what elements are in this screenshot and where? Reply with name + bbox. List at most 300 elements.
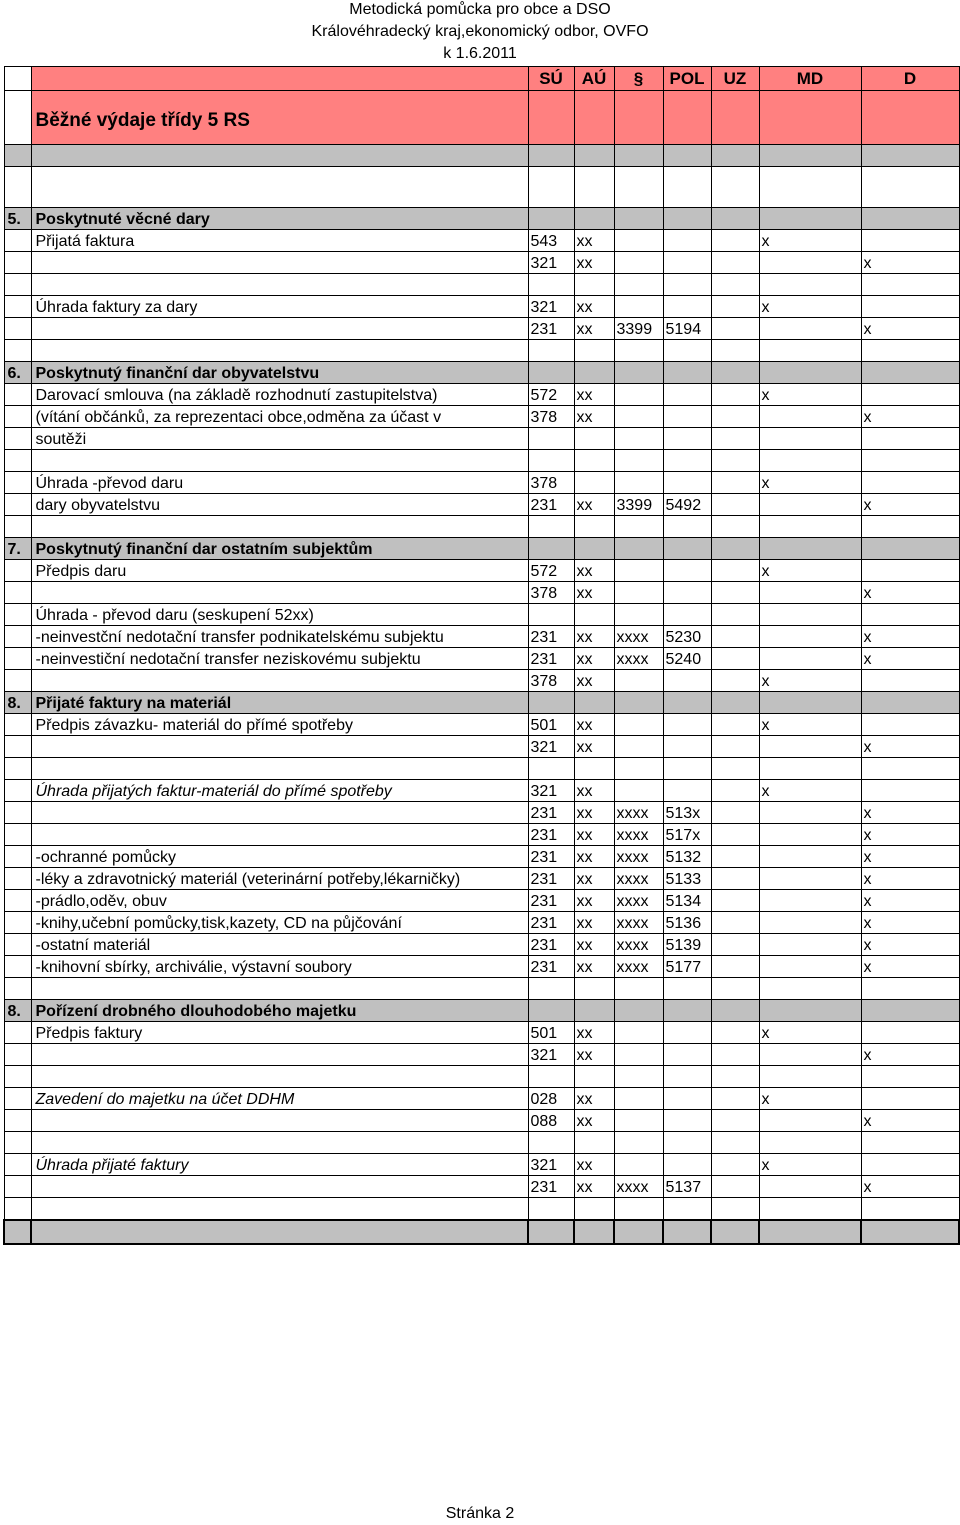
uz-cell [711,406,759,428]
au-cell [574,1066,614,1088]
paragraph-cell [614,780,663,802]
su-cell: 572 [528,560,574,582]
au-cell: xx [574,956,614,978]
uz-cell [711,1110,759,1132]
paragraph-cell [614,1132,663,1154]
au-cell [574,340,614,362]
au-cell: xx [574,560,614,582]
section-row [4,208,959,230]
su-cell: 088 [528,1110,574,1132]
table-row [4,230,959,252]
au-cell [574,604,614,626]
row-number [4,626,31,648]
pol-cell: 5132 [663,846,711,868]
su-cell [528,1000,574,1022]
md-cell: x [759,560,861,582]
md-cell [759,978,861,1000]
uz-cell [711,340,759,362]
pol-cell: 5177 [663,956,711,978]
au-cell: xx [574,890,614,912]
md-cell [759,538,861,560]
pol-cell [663,230,711,252]
row-description [31,252,528,274]
row-number: 6. [4,362,31,384]
md-cell [759,1000,861,1022]
su-cell: 231 [528,934,574,956]
row-number [4,846,31,868]
row-description: Předpis daru [31,560,528,582]
d-cell: x [861,406,959,428]
col-md-header: MD [759,67,861,91]
row-description: -neinvestiční nedotační transfer neziskovému subjektu [31,648,528,670]
uz-cell [711,868,759,890]
header-line-2: Královéhradecký kraj,ekonomický odbor, OVFO [311,23,649,40]
au-cell [574,692,614,714]
uz-cell [711,208,759,230]
su-cell: 321 [528,252,574,274]
d-cell [861,340,959,362]
su-cell: 231 [528,1176,574,1198]
pol-cell [663,692,711,714]
table-row [4,890,959,912]
row-description: -ochranné pomůcky [31,846,528,868]
paragraph-cell [614,714,663,736]
su-cell: 378 [528,582,574,604]
pol-cell: 5240 [663,648,711,670]
uz-cell [711,604,759,626]
table-row [4,648,959,670]
md-cell [759,406,861,428]
au-cell: xx [574,736,614,758]
row-description: -prádlo,oděv, obuv [31,890,528,912]
row-number [4,956,31,978]
su-cell: 231 [528,956,574,978]
col-paragraph-header: § [614,67,663,91]
su-cell: 321 [528,1154,574,1176]
d-cell: x [861,890,959,912]
d-cell: x [861,626,959,648]
table-row [4,956,959,978]
md-cell [759,1066,861,1088]
d-cell [861,208,959,230]
table-title: Běžné výdaje třídy 5 RS [31,91,528,145]
paragraph-cell [614,1022,663,1044]
su-cell [528,516,574,538]
pol-cell [663,758,711,780]
table-row [4,1110,959,1132]
paragraph-cell [614,736,663,758]
d-cell: x [861,494,959,516]
paragraph-cell: xxxx [614,648,663,670]
col-au-header: AÚ [574,67,614,91]
uz-cell [711,1000,759,1022]
pol-cell [663,274,711,296]
row-description [31,736,528,758]
row-number [4,736,31,758]
row-description: Poskytnutý finanční dar ostatním subjektům [31,538,528,560]
uz-cell [711,802,759,824]
uz-cell [711,296,759,318]
au-cell: xx [574,1022,614,1044]
row-description [31,340,528,362]
md-cell [759,1176,861,1198]
spacer-row [4,145,959,167]
au-cell: xx [574,582,614,604]
table-row [4,582,959,604]
row-description [31,1176,528,1198]
row-description: Poskytnutý finanční dar obyvatelstvu [31,362,528,384]
md-cell [759,1044,861,1066]
paragraph-cell [614,472,663,494]
table-row [4,384,959,406]
table-row [4,494,959,516]
row-number [4,428,31,450]
paragraph-cell: xxxx [614,956,663,978]
md-cell [759,1110,861,1132]
row-description [31,274,528,296]
su-cell: 231 [528,824,574,846]
su-cell [528,1132,574,1154]
table-row [4,824,959,846]
paragraph-cell [614,340,663,362]
pol-cell [663,1000,711,1022]
table-row [4,1066,959,1088]
md-cell [759,890,861,912]
section-row [4,1000,959,1022]
d-cell: x [861,802,959,824]
au-cell: xx [574,846,614,868]
d-cell: x [861,1044,959,1066]
su-cell: 231 [528,846,574,868]
row-number [4,318,31,340]
d-cell [861,1154,959,1176]
table-row [4,1132,959,1154]
uz-cell [711,934,759,956]
su-cell: 231 [528,802,574,824]
su-cell [528,978,574,1000]
su-cell [528,758,574,780]
uz-cell [711,648,759,670]
au-cell [574,538,614,560]
au-cell: xx [574,648,614,670]
row-description [31,582,528,604]
d-cell [861,428,959,450]
d-cell [861,714,959,736]
paragraph-cell [614,450,663,472]
su-cell: 231 [528,648,574,670]
d-cell [861,604,959,626]
md-cell [759,340,861,362]
md-cell [759,428,861,450]
au-cell [574,516,614,538]
paragraph-cell [614,208,663,230]
uz-cell [711,692,759,714]
table-row [4,912,959,934]
table-row [4,978,959,1000]
section-row [4,692,959,714]
md-cell [759,516,861,538]
paragraph-cell [614,428,663,450]
su-cell [528,1066,574,1088]
row-number [4,714,31,736]
row-number [4,648,31,670]
md-cell: x [759,384,861,406]
d-cell [861,758,959,780]
md-cell [759,868,861,890]
pol-cell [663,252,711,274]
su-cell [528,692,574,714]
pol-cell: 5133 [663,868,711,890]
row-description [31,1132,528,1154]
pol-cell [663,780,711,802]
d-cell: x [861,582,959,604]
d-cell [861,450,959,472]
au-cell [574,208,614,230]
md-cell [759,274,861,296]
md-cell [759,1198,861,1221]
uz-cell [711,516,759,538]
pol-cell: 517x [663,824,711,846]
au-cell: xx [574,296,614,318]
uz-cell [711,956,759,978]
table-row [4,340,959,362]
row-number [4,758,31,780]
uz-cell [711,230,759,252]
spacer-row [4,167,959,208]
uz-cell [711,736,759,758]
uz-cell [711,538,759,560]
uz-cell [711,1044,759,1066]
su-cell [528,450,574,472]
au-cell: xx [574,670,614,692]
su-cell: 231 [528,868,574,890]
table-row [4,1154,959,1176]
row-description: Pořízení drobného dlouhodobého majetku [31,1000,528,1022]
au-cell: xx [574,318,614,340]
uz-cell [711,670,759,692]
md-cell: x [759,1022,861,1044]
d-cell [861,296,959,318]
d-cell [861,538,959,560]
pol-cell [663,978,711,1000]
paragraph-cell [614,252,663,274]
row-number [4,1066,31,1088]
accounting-table [3,66,960,1245]
row-description [31,670,528,692]
md-cell [759,604,861,626]
md-cell [759,208,861,230]
row-number [4,582,31,604]
au-cell: xx [574,912,614,934]
uz-cell [711,780,759,802]
paragraph-cell [614,604,663,626]
d-cell: x [861,1176,959,1198]
row-number: 7. [4,538,31,560]
table-row [4,450,959,472]
table-row [4,868,959,890]
paragraph-cell [614,1110,663,1132]
section-row [4,538,959,560]
title-row [4,91,959,145]
row-description: -knihovní sbírky, archiválie, výstavní soubory [31,956,528,978]
row-number [4,296,31,318]
pol-cell [663,362,711,384]
uz-cell [711,494,759,516]
paragraph-cell [614,406,663,428]
row-number [4,1110,31,1132]
row-description: -knihy,učební pomůcky,tisk,kazety, CD na půjčování [31,912,528,934]
pol-cell [663,1088,711,1110]
pol-cell: 513x [663,802,711,824]
row-number [4,978,31,1000]
au-cell [574,450,614,472]
md-cell [759,934,861,956]
paragraph-cell [614,230,663,252]
pol-cell [663,1132,711,1154]
md-cell [759,626,861,648]
pol-cell [663,1198,711,1221]
paragraph-cell [614,1044,663,1066]
uz-cell [711,1088,759,1110]
md-cell [759,956,861,978]
d-cell [861,1088,959,1110]
uz-cell [711,318,759,340]
su-cell: 231 [528,494,574,516]
paragraph-cell [614,1000,663,1022]
table-row [4,758,959,780]
md-cell: x [759,714,861,736]
uz-cell [711,384,759,406]
table-row [4,1044,959,1066]
row-number [4,604,31,626]
paragraph-cell [614,1198,663,1221]
md-cell [759,582,861,604]
row-description: Poskytnuté věcné dary [31,208,528,230]
row-number: 5. [4,208,31,230]
row-description: Úhrada přijatých faktur-materiál do přímé spotřeby [31,780,528,802]
row-description: Přijatá faktura [31,230,528,252]
table-row [4,1022,959,1044]
au-cell: xx [574,1044,614,1066]
header-line-3: k 1.6.2011 [443,45,517,62]
d-cell [861,560,959,582]
d-cell: x [861,318,959,340]
pol-cell: 5137 [663,1176,711,1198]
au-cell [574,1198,614,1221]
au-cell [574,472,614,494]
d-cell [861,1066,959,1088]
su-cell: 321 [528,1044,574,1066]
paragraph-cell [614,538,663,560]
paragraph-cell: xxxx [614,934,663,956]
row-description [31,1110,528,1132]
md-cell [759,846,861,868]
table-row [4,714,959,736]
paragraph-cell: xxxx [614,890,663,912]
md-cell [759,450,861,472]
au-cell: xx [574,252,614,274]
su-cell: 231 [528,626,574,648]
pol-cell [663,296,711,318]
paragraph-cell [614,1088,663,1110]
paragraph-cell [614,582,663,604]
pol-cell [663,714,711,736]
row-number [4,472,31,494]
md-cell [759,494,861,516]
paragraph-cell [614,296,663,318]
su-cell: 378 [528,406,574,428]
row-description [31,824,528,846]
su-cell: 378 [528,472,574,494]
row-number [4,780,31,802]
row-number [4,1132,31,1154]
table-row [4,780,959,802]
row-number [4,1154,31,1176]
row-description: (vítání občánků, za reprezentaci obce,odměna za účast v [31,406,528,428]
table-row [4,318,959,340]
d-cell [861,516,959,538]
su-cell [528,274,574,296]
paragraph-cell: xxxx [614,912,663,934]
row-description: -neinvestční nedotační transfer podnikatelskému subjektu [31,626,528,648]
row-description [31,802,528,824]
pol-cell [663,538,711,560]
row-description: Úhrada -převod daru [31,472,528,494]
row-description: -ostatní materiál [31,934,528,956]
au-cell [574,428,614,450]
au-cell: xx [574,1154,614,1176]
pol-cell [663,670,711,692]
table-row [4,626,959,648]
d-cell: x [861,824,959,846]
row-number [4,824,31,846]
au-cell: xx [574,824,614,846]
paragraph-cell: 3399 [614,318,663,340]
au-cell: xx [574,934,614,956]
uz-cell [711,978,759,1000]
uz-cell [711,252,759,274]
d-cell [861,692,959,714]
row-description [31,1066,528,1088]
row-number [4,868,31,890]
table-row [4,560,959,582]
uz-cell [711,1176,759,1198]
row-description: dary obyvatelstvu [31,494,528,516]
row-description: Darovací smlouva (na základě rozhodnutí zastupitelstva) [31,384,528,406]
uz-cell [711,450,759,472]
su-cell [528,428,574,450]
row-description: Úhrada přijaté faktury [31,1154,528,1176]
su-cell [528,340,574,362]
d-cell: x [861,956,959,978]
au-cell [574,758,614,780]
au-cell: xx [574,230,614,252]
md-cell [759,912,861,934]
d-cell [861,670,959,692]
paragraph-cell [614,274,663,296]
d-cell [861,274,959,296]
row-description [31,318,528,340]
uz-cell [711,846,759,868]
table-row [4,802,959,824]
paragraph-cell: 3399 [614,494,663,516]
md-cell: x [759,296,861,318]
uz-cell [711,560,759,582]
row-description [31,516,528,538]
su-cell: 501 [528,714,574,736]
md-cell [759,1132,861,1154]
row-description [31,1198,528,1221]
